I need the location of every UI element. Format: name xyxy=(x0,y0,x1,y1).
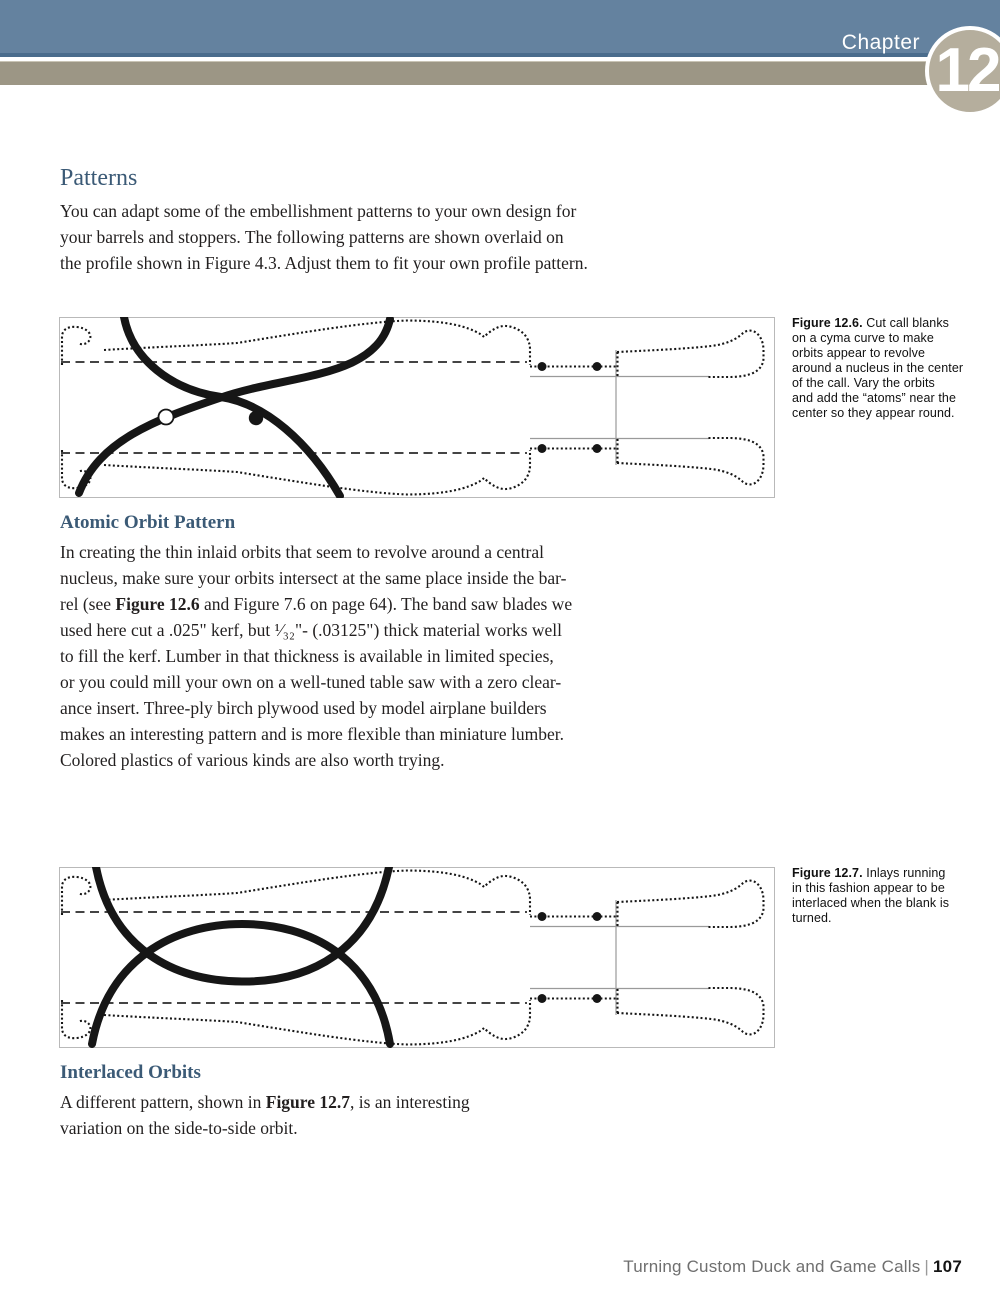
body-line: In creating the thin inlaid orbits that seem to revolve around a central xyxy=(60,542,545,562)
body-line: used here cut a .025" kerf, but ¹⁄₃₂"- (.03125") thick material works well xyxy=(60,620,563,640)
chapter-number: 12 xyxy=(935,36,999,105)
body-line: Colored plastics of various kinds are also worth trying. xyxy=(60,750,445,770)
caption-line: of the call. Vary the orbits xyxy=(792,376,935,390)
body-line: ance insert. Three-ply birch plywood used by model airplane builders xyxy=(60,698,547,718)
intro-line: your barrels and stoppers. The following patterns are shown overlaid on xyxy=(60,227,564,247)
body-line: to fill the kerf. Lumber in that thickness is available in limited species, xyxy=(60,646,554,666)
chapter-label: Chapter xyxy=(841,31,920,54)
body-line: variation on the side-to-side orbit. xyxy=(60,1118,298,1138)
intro-line: You can adapt some of the embellishment patterns to your own design for xyxy=(60,201,577,221)
caption-line: around a nucleus in the center xyxy=(792,361,964,375)
caption-line: interlaced when the blank is xyxy=(792,896,950,910)
atom-dot-filled xyxy=(249,411,263,425)
page-title: Patterns xyxy=(60,165,138,191)
figure-12-7-caption xyxy=(792,866,970,926)
caption-line: and add the “atoms” near the xyxy=(792,391,957,405)
caption-line: Figure 12.6. Cut call blanks xyxy=(792,316,950,330)
interlaced-paragraph xyxy=(60,1089,470,1141)
figure-label: Figure 12.7. xyxy=(792,866,863,880)
body-line: makes an interesting pattern and is more flexible than miniature lumber. xyxy=(60,724,564,744)
figure-12-6-diagram xyxy=(59,317,775,498)
page-footer xyxy=(623,1257,962,1277)
atomic-orbit-curves xyxy=(79,317,390,496)
figure-border xyxy=(60,868,775,1048)
body-line: nucleus, make sure your orbits intersect at the same place inside the bar- xyxy=(60,568,567,588)
intro-line: the profile shown in Figure 4.3. Adjust them to fit your own profile pattern. xyxy=(60,253,588,273)
caption-line: Figure 12.7. Inlays running xyxy=(792,866,946,880)
section-heading-interlaced: Interlaced Orbits xyxy=(60,1062,201,1083)
intro-paragraph xyxy=(60,198,588,276)
caption-line: on a cyma curve to make xyxy=(792,331,934,345)
footer-page-number: 107 xyxy=(933,1257,962,1276)
figure-12-6-caption xyxy=(792,316,970,421)
body-line: rel (see Figure 12.6 and Figure 7.6 on page 64). The band saw blades we xyxy=(60,594,573,614)
figure-12-7-diagram xyxy=(59,867,775,1048)
figure-border xyxy=(60,318,775,498)
header-tan-bar xyxy=(0,61,1000,85)
caption-line: in this fashion appear to be xyxy=(792,881,945,895)
figure-label: Figure 12.6. xyxy=(792,316,863,330)
body-line: A different pattern, shown in Figure 12.7, is an interesting xyxy=(60,1092,470,1112)
atom-dot-open xyxy=(159,410,174,425)
caption-line: orbits appear to revolve xyxy=(792,346,926,360)
chapter-number-badge xyxy=(925,26,1000,116)
body-line: or you could mill your own on a well-tuned table saw with a zero clear- xyxy=(60,672,562,692)
footer-book-title: Turning Custom Duck and Game Calls xyxy=(623,1257,921,1276)
atomic-paragraph xyxy=(60,539,572,773)
section-heading-atomic: Atomic Orbit Pattern xyxy=(60,512,236,533)
caption-line: center so they appear round. xyxy=(792,406,955,420)
footer-separator: | xyxy=(924,1257,930,1276)
caption-line: turned. xyxy=(792,911,832,925)
